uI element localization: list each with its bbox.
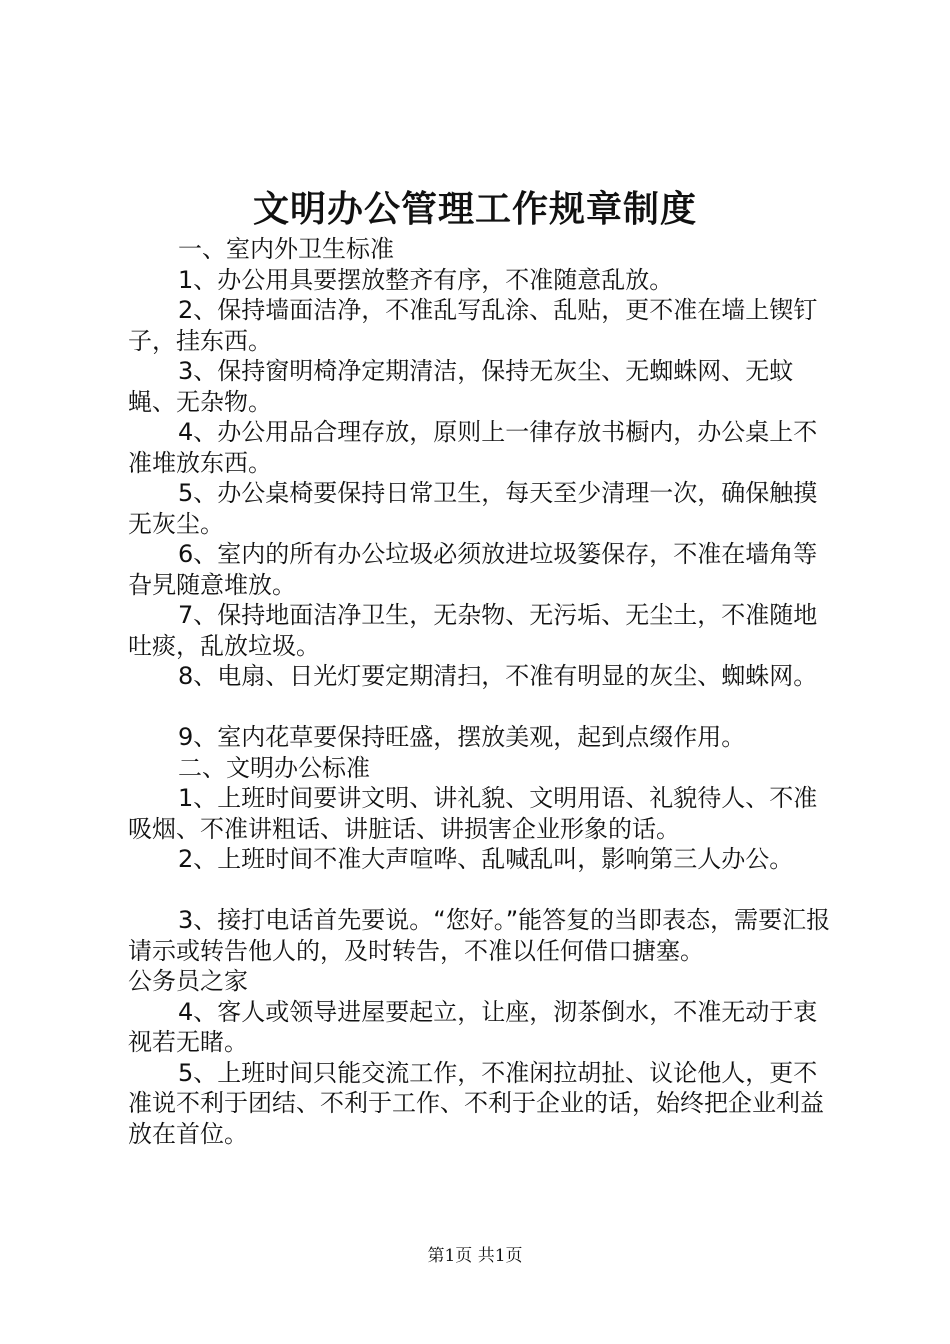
blank-line — [128, 692, 838, 723]
paragraph: 7、保持地面洁净卫生，无杂物、无污垢、无尘土，不准随地吐痰，乱放垃圾。 — [128, 601, 818, 660]
paragraph: 1、办公用具要摆放整齐有序，不准随意乱放。 — [178, 265, 674, 294]
paragraph: 1、上班时间要讲文明、讲礼貌、文明用语、礼貌待人、不准吸烟、不准讲粗话、讲脏话、讲损害企业形象的话。 — [128, 784, 818, 843]
paragraph: 6、室内的所有办公垃圾必须放进垃圾篓保存，不准在墙角等旮旯随意堆放。 — [128, 540, 818, 599]
paragraph: 9、室内花草要保持旺盛，摆放美观，起到点缀作用。 — [178, 723, 746, 751]
paragraph: 2、上班时间不准大声喧哗、乱喊乱叫，影响第三人办公。 — [178, 845, 794, 873]
document-title: 文明办公管理工作规章制度 — [252, 188, 697, 230]
section-heading: 一、室内外卫生标准 — [178, 235, 394, 263]
document-body — [128, 234, 838, 1149]
paragraph: 8、电扇、日光灯要定期清扫，不准有明显的灰尘、蜘蛛网。 — [178, 662, 818, 690]
paragraph: 4、客人或领导进屋要起立，让座，沏茶倒水，不准无动于衷视若无睹。 — [128, 997, 818, 1056]
paragraph: 3、保持窗明椅净定期清洁，保持无灰尘、无蜘蛛网、无蚊蝇、无杂物。 — [128, 357, 794, 416]
paragraph: 5、上班时间只能交流工作，不准闲拉胡扯、议论他人，更不准说不利于团结、不利于工作、不利于企业的话，始终把企业利益放在首位。 — [128, 1058, 824, 1148]
paragraph: 5、办公桌椅要保持日常卫生，每天至少清理一次，确保触摸无灰尘。 — [128, 479, 818, 538]
page-indicator: 第1页 共1页 — [427, 1246, 523, 1266]
paragraph: 3、接打电话首先要说。“您好。”能答复的当即表态，需要汇报请示或转告他人的，及时转告，不准以任何借口搪塞。 — [128, 906, 831, 965]
paragraph: 4、办公用品合理存放，原则上一律存放书橱内，办公桌上不准堆放东西。 — [128, 418, 818, 477]
paragraph: 2、保持墙面洁净，不准乱写乱涂、乱贴，更不准在墙上锲钉子，挂东西。 — [128, 296, 818, 355]
blank-line — [128, 875, 838, 906]
source-note: 公务员之家 — [128, 967, 248, 995]
section-heading: 二、文明办公标准 — [178, 753, 370, 782]
